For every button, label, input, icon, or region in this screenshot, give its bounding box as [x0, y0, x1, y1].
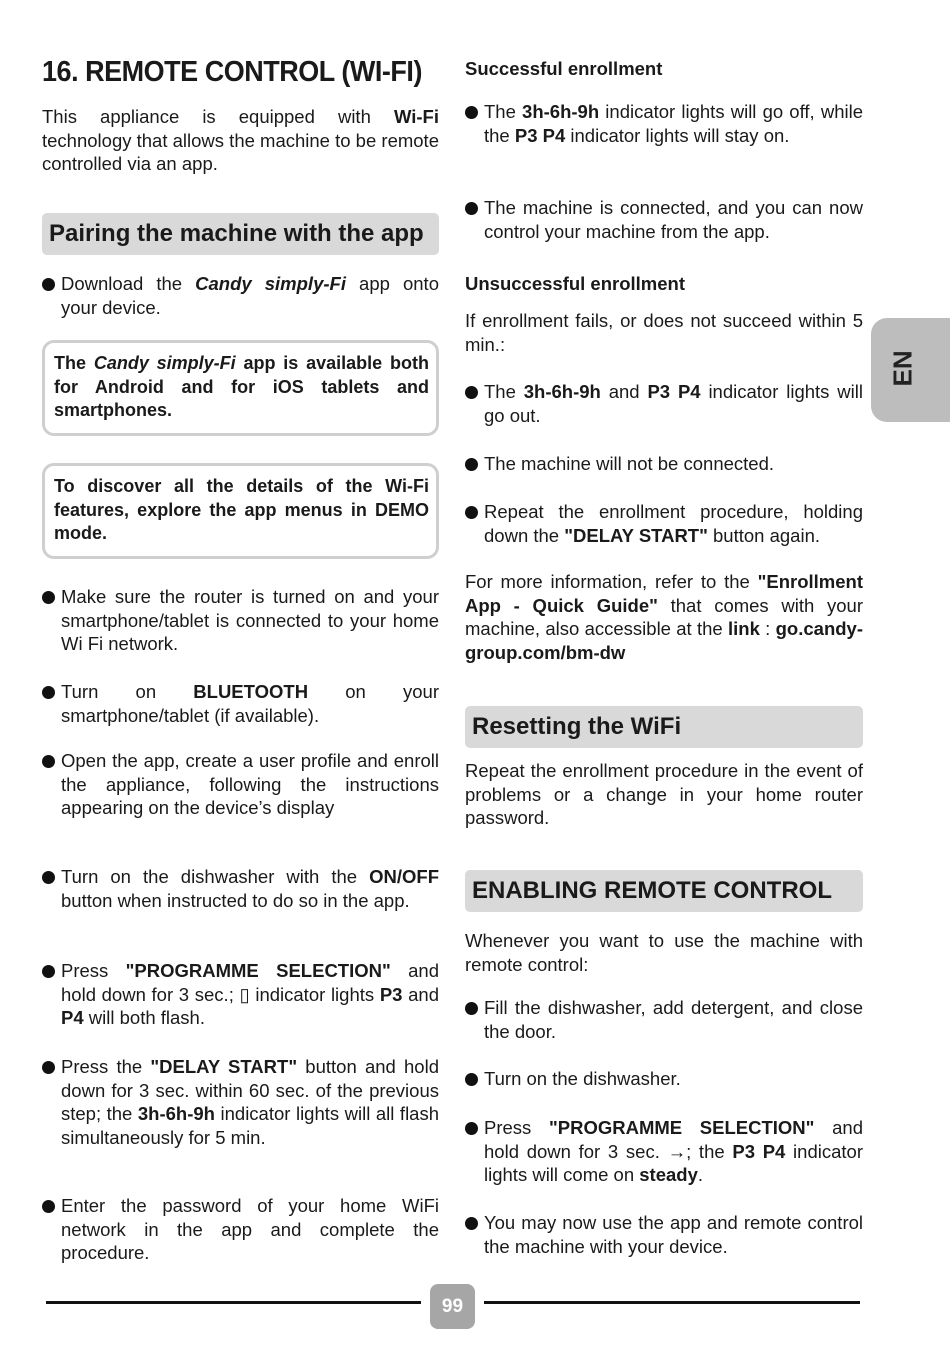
pairing-step-programme-selection: Press "PROGRAMME SELECTION" and hold down for 3 sec.; ▯ indicator lights P3 and P4 will both flash.	[42, 959, 439, 1030]
language-tab-label: EN	[887, 350, 918, 387]
note-demo-mode: To discover all the details of the Wi-Fi features, explore the app menus in DEMO mode.	[42, 463, 439, 559]
fail-heading: Unsuccessful enrollment	[465, 273, 686, 294]
pairing-step-delay-start: Press the "DELAY START" button and hold down for 3 sec. within 60 sec. of the previous step; the 3h-6h-9h indicator lights will all flash simultaneously for 5 min.	[42, 1055, 439, 1149]
fail-indicators: The 3h-6h-9h and P3 P4 indicator lights will go out.	[465, 380, 863, 427]
note-app-availability: The Candy simply-Fi app is available both for Android and for iOS tablets and smartphones.	[42, 340, 439, 436]
support-link[interactable]: go.candy-group.com/bm-dw	[465, 618, 863, 663]
pairing-step-turn-on: Turn on the dishwasher with the ON/OFF button when instructed to do so in the app.	[42, 865, 439, 912]
pairing-step-download: Download the Candy simply-Fi app onto your device.	[42, 272, 439, 319]
reset-heading: Resetting the WiFi	[465, 706, 863, 748]
intro-text: This appliance is equipped with Wi-Fi technology that allows the machine to be remote controlled via an app.	[42, 106, 439, 175]
enable-programme-selection: Press "PROGRAMME SELECTION" and hold down for 3 sec. →; the P3 P4 indicator lights will come on steady.	[465, 1116, 863, 1187]
enable-use-app: You may now use the app and remote control the machine with your device.	[465, 1211, 863, 1258]
enable-heading: ENABLING REMOTE CONTROL	[465, 870, 863, 912]
footer-rule-left	[46, 1301, 421, 1304]
success-heading: Successful enrollment	[465, 58, 663, 79]
pairing-heading: Pairing the machine with the app	[42, 213, 439, 255]
reset-text: Repeat the enrollment procedure in the event of problems or a change in your home router password.	[465, 760, 863, 829]
fail-repeat: Repeat the enrollment procedure, holding down the "DELAY START" button again.	[465, 500, 863, 547]
pairing-step-bluetooth: Turn on BLUETOOTH on your smartphone/tablet (if available).	[42, 680, 439, 727]
footer-rule-right	[484, 1301, 860, 1304]
enable-text: Whenever you want to use the machine with remote control:	[465, 930, 863, 975]
language-tab	[871, 318, 950, 422]
page-title: 16. REMOTE CONTROL (WI-FI)	[42, 56, 422, 88]
enable-fill: Fill the dishwasher, add detergent, and close the door.	[465, 996, 863, 1043]
pairing-step-router: Make sure the router is turned on and your smartphone/tablet is connected to your home Wi Fi network.	[42, 585, 439, 656]
enable-turn-on: Turn on the dishwasher.	[465, 1067, 863, 1091]
success-connected: The machine is connected, and you can now control your machine from the app.	[465, 196, 863, 243]
fail-not-connected: The machine will not be connected.	[465, 452, 863, 476]
pairing-step-open-app: Open the app, create a user profile and enroll the appliance, following the instructions appearing on the device’s display	[42, 749, 439, 820]
more-info: For more information, refer to the "Enrollment App - Quick Guide" that comes with your machine, also accessible at the link : go.candy-group.com/bm-dw	[465, 571, 864, 663]
fail-text: If enrollment fails, or does not succeed within 5 min.:	[465, 310, 863, 355]
page-number: 99	[430, 1284, 475, 1329]
success-indicators: The 3h-6h-9h indicator lights will go off, while the P3 P4 indicator lights will stay on.	[465, 100, 863, 147]
pairing-step-password: Enter the password of your home WiFi network in the app and complete the procedure.	[42, 1194, 439, 1265]
